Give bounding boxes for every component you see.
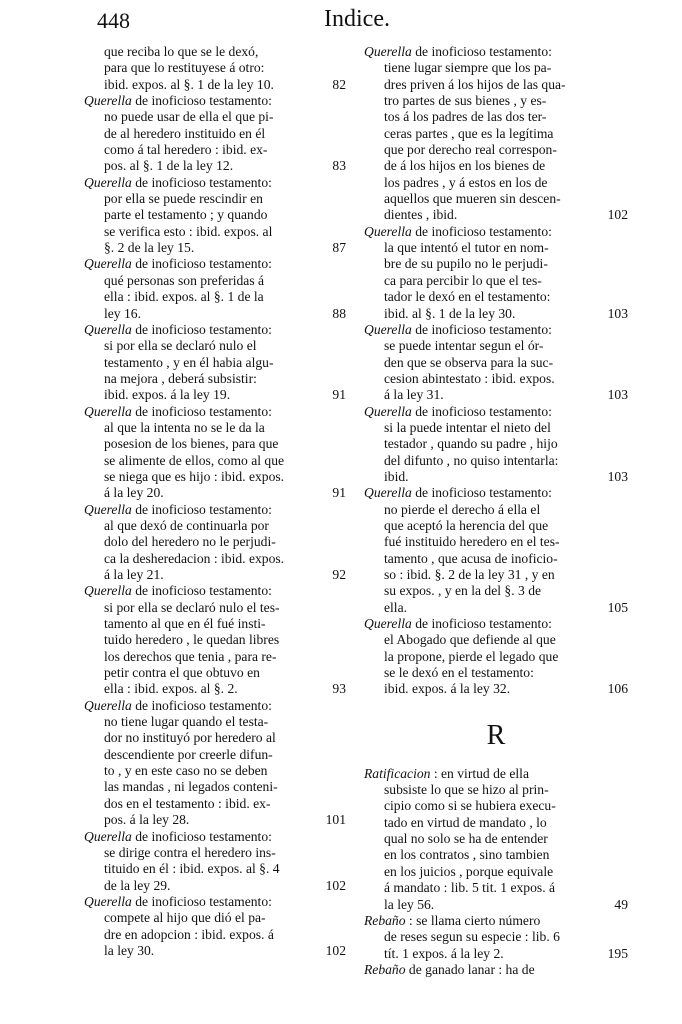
entry-term: Querella — [364, 616, 412, 632]
entry-text-line: el Abogado que defiende al que — [384, 632, 556, 648]
entry-term: Querella — [364, 223, 412, 239]
index-entry — [364, 44, 628, 224]
entry-text-line: pos. al §. 1 de la ley 12. — [104, 158, 234, 174]
entry-term: Querella — [84, 893, 132, 909]
page-reference: 49 — [614, 896, 628, 912]
entry-text-line: tituido en él : ibid. expos. al §. 4 — [104, 861, 280, 877]
page-reference: 91 — [332, 485, 346, 501]
entry-text-line: no puede usar de ella el que pi- — [104, 109, 274, 125]
entry-term: Querella — [84, 403, 132, 419]
index-entry — [364, 962, 628, 978]
entry-text-line: de inoficioso testamento: — [131, 256, 272, 272]
entry-text-line: qual no solo se ha de entender — [384, 831, 548, 847]
entry-text-line: ella : ibid. expos. al §. 2. — [104, 681, 238, 697]
index-entry — [364, 322, 628, 404]
entry-text-line: á mandato : lib. 5 tit. 1 expos. á — [384, 880, 556, 896]
entry-text-line: §. 2 de la ley 15. — [104, 240, 195, 256]
index-entry — [84, 404, 346, 502]
entry-text-line: de inoficioso testamento: — [131, 403, 272, 419]
entry-text-line: ibid. expos. á la ley 19. — [104, 387, 231, 403]
page-reference: 88 — [332, 305, 346, 321]
entry-text-line: de inoficioso testamento: — [411, 44, 552, 59]
entry-text-line: ibid. — [384, 468, 409, 484]
page-reference: 82 — [332, 76, 346, 92]
entry-term: Querella — [84, 174, 132, 190]
index-entry — [364, 766, 628, 913]
entry-text-line: se puede intentar segun el ór- — [384, 338, 544, 354]
index-entry — [84, 829, 346, 894]
entry-text-line: al que la intenta no se le da la — [104, 419, 265, 435]
entry-text-line: se verifica esto : ibid. expos. al — [104, 223, 273, 239]
entry-term: Querella — [364, 44, 412, 59]
entry-text-line: ibid. expos. á la ley 32. — [384, 681, 511, 697]
page-title: Indice. — [324, 6, 390, 32]
entry-text-line: bre de su pupilo no le perjudi- — [384, 256, 548, 272]
entry-text-line: de inoficioso testamento: — [131, 583, 272, 599]
entry-text-line: ella. — [384, 599, 408, 615]
entry-text-line: en los juicios , porque equivale — [384, 863, 554, 879]
entry-text-line: tado en virtud de mandato , lo — [384, 814, 547, 830]
entry-text-line: á la ley 20. — [104, 485, 164, 501]
page-reference: 83 — [332, 158, 346, 174]
entry-text-line: den que se observa para la suc- — [384, 354, 554, 370]
entry-text-line: petir contra el que obtuvo en — [104, 665, 260, 681]
entry-text-line: de inoficioso testamento: — [131, 697, 272, 713]
entry-text-line: tiene lugar siempre que los pa- — [384, 60, 552, 76]
entry-term: Querella — [84, 501, 132, 517]
entry-text-line: fué instituido heredero en el tes- — [384, 534, 560, 550]
entry-text-line: tador le dexó en el testamento: — [384, 289, 551, 305]
entry-text-line: de inoficioso testamento: — [411, 223, 552, 239]
entry-term: Querella — [364, 403, 412, 419]
entry-text-line: si la puede intentar el nieto del — [384, 419, 551, 435]
right-column — [364, 44, 628, 978]
entry-text-line: : se llama cierto número — [405, 912, 541, 928]
entry-text-line: ceras partes , que es la legítima — [384, 125, 554, 141]
page-reference: 93 — [332, 681, 346, 697]
entry-text-line: de al heredero instituido en él — [104, 125, 266, 141]
entry-text-line: cesion abintestato : ibid. expos. — [384, 370, 555, 386]
entry-text-line: á la ley 21. — [104, 567, 164, 582]
entry-text-line: que aceptó la herencia del que — [384, 517, 549, 533]
entry-text-line: la propone, pierde el legado que — [384, 648, 559, 664]
page-reference: 103 — [607, 387, 628, 403]
entry-text-line: descendiente por creerle difun- — [104, 746, 273, 762]
entry-term: Querella — [84, 583, 132, 599]
page-reference: 105 — [607, 599, 628, 615]
entry-text-line: de inoficioso testamento: — [131, 93, 272, 109]
page-reference: 106 — [607, 681, 628, 697]
index-entry — [84, 175, 346, 257]
entry-text-line: tít. 1 expos. á la ley 2. — [384, 945, 504, 961]
page-reference: 92 — [332, 567, 346, 582]
page-reference: 87 — [332, 240, 346, 256]
entry-text-line: no pierde el derecho á ella el — [384, 501, 541, 517]
entry-text-line: ca para percibir lo que el tes- — [384, 272, 542, 288]
entry-text-line: de inoficioso testamento: — [411, 616, 552, 632]
entry-text-line: tro partes de sus bienes , y es- — [384, 93, 547, 109]
entry-text-line: parte el testamento ; y quando — [104, 207, 268, 223]
index-entry — [364, 224, 628, 322]
entry-text-line: si por ella se declaró nulo el tes- — [104, 599, 280, 615]
entry-text-line: para que lo restituyese á otro: — [104, 60, 265, 76]
entry-text-line: de inoficioso testamento: — [411, 403, 552, 419]
entry-text-line: de reses segun su especie : lib. 6 — [384, 929, 560, 945]
index-entry — [84, 502, 346, 584]
entry-text-line: ca la desheredacion : ibid. expos. — [104, 550, 285, 566]
entry-text-line: de inoficioso testamento: — [131, 174, 272, 190]
entry-text-line: testamento , y en él habia algu- — [104, 354, 274, 370]
entry-text-line: se niega que es hijo : ibid. expos. — [104, 468, 285, 484]
entry-text-line: de la ley 29. — [104, 877, 171, 893]
entry-text-line: dientes , ibid. — [384, 207, 458, 223]
entry-text-line: de inoficioso testamento: — [131, 321, 272, 337]
index-entry — [364, 404, 628, 486]
entry-text-line: la ley 30. — [104, 942, 155, 958]
page-reference: 103 — [607, 468, 628, 484]
entry-term: Rebaño — [364, 912, 406, 928]
entry-text-line: la que intentó el tutor en nom- — [384, 240, 549, 256]
entry-text-line: se dirige contra el heredero ins- — [104, 844, 276, 860]
entry-text-line: testador , quando su padre , hijo — [384, 436, 558, 452]
entry-text-line: de inoficioso testamento: — [131, 828, 272, 844]
entry-text-line: so : ibid. §. 2 de la ley 31 , y en — [384, 567, 555, 582]
entry-term: Querella — [84, 828, 132, 844]
entry-text-line: la ley 56. — [384, 896, 435, 912]
entry-text-line: de á los hijos en los bienes de — [384, 158, 546, 174]
entry-text-line: posesion de los bienes, para que — [104, 436, 279, 452]
entry-text-line: en los contratos , sino tambien — [384, 847, 550, 863]
index-entry — [364, 913, 628, 962]
entry-text-line: ibid. al §. 1 de la ley 30. — [384, 305, 516, 321]
entry-text-line: si por ella se declaró nulo el — [104, 338, 257, 354]
entry-text-line: de inoficioso testamento: — [411, 485, 552, 501]
entry-text-line: los padres , y á estos en los de — [384, 174, 548, 190]
entry-term: Querella — [84, 256, 132, 272]
entry-text-line: de inoficioso testamento: — [131, 501, 272, 517]
entry-text-line: pos. á la ley 28. — [104, 812, 190, 828]
entry-term: Querella — [84, 697, 132, 713]
entry-text-line: dos en el testamento : ibid. ex- — [104, 795, 271, 811]
entry-text-line: tuido heredero , le quedan libres — [104, 632, 280, 648]
page-reference: 195 — [607, 945, 628, 961]
page-number: 448 — [97, 8, 130, 33]
index-entry — [84, 256, 346, 321]
index-entry — [84, 93, 346, 175]
entry-text-line: no tiene lugar quando el testa- — [104, 714, 269, 730]
entry-text-line: ella : ibid. expos. al §. 1 de la — [104, 289, 264, 305]
index-entry — [364, 485, 628, 616]
page-reference: 102 — [325, 942, 346, 958]
entry-text-line: como á tal heredero : ibid. ex- — [104, 142, 268, 158]
entry-term: Querella — [84, 321, 132, 337]
entry-text-line: tos á los padres de las dos ter- — [384, 109, 547, 125]
entry-text-line: su expos. , y en la del §. 3 de — [384, 583, 542, 599]
entry-text-line: tamento al que en él fué insti- — [104, 616, 266, 632]
page-reference: 102 — [325, 877, 346, 893]
index-entry — [84, 583, 346, 697]
entry-text-line: del difunto , no quiso intentarla: — [384, 452, 559, 468]
entry-term: Rebaño — [364, 961, 406, 977]
entry-text-line: subsiste lo que se hizo al prin- — [384, 782, 549, 798]
entry-text-line: á la ley 31. — [384, 387, 444, 403]
index-entry — [84, 894, 346, 959]
entry-text-line: los derechos que tenia , para re- — [104, 648, 277, 664]
entry-text-line: que reciba lo que se le dexó, — [104, 44, 259, 59]
page-reference: 91 — [332, 387, 346, 403]
entry-text-line: dolo del heredero no le perjudi- — [104, 534, 276, 550]
entry-text-line: las mandas , ni legados conteni- — [104, 779, 278, 795]
entry-term: Ratificacion — [364, 765, 431, 781]
entry-text-line: ley 16. — [104, 305, 141, 321]
entry-text-line: dor no instituyó por heredero al — [104, 730, 276, 746]
entry-text-line: tamento , que acusa de inoficio- — [384, 550, 558, 566]
entry-text-line: al que dexó de continuarla por — [104, 517, 269, 533]
entry-text-line: de inoficioso testamento: — [131, 893, 272, 909]
entry-term: Querella — [84, 93, 132, 109]
page-reference: 102 — [607, 207, 628, 223]
entry-text-line: compete al hijo que dió el pa- — [104, 910, 266, 926]
entry-text-line: dre en adopcion : ibid. expos. á — [104, 926, 274, 942]
entry-text-line: por ella se puede rescindir en — [104, 191, 263, 207]
entry-term: Querella — [364, 485, 412, 501]
page-reference: 103 — [607, 305, 628, 321]
entry-text-line: se le dexó en el testamento: — [384, 665, 534, 681]
entry-text-line: de ganado lanar : ha de — [405, 961, 535, 977]
entry-text-line: to , y en este caso no se deben — [104, 763, 268, 779]
index-entry — [84, 698, 346, 829]
entry-text-line: dres priven á los hijos de las qua- — [384, 76, 566, 92]
entry-text-line: se alimente de ellos, como al que — [104, 452, 285, 468]
index-entry — [84, 322, 346, 404]
entry-text-line: de inoficioso testamento: — [411, 321, 552, 337]
entry-text-line: que por derecho real correspon- — [384, 142, 557, 158]
section-letter: R — [486, 719, 506, 751]
entry-text-line: na mejora , deberá subsistir: — [104, 370, 257, 386]
entry-text-line: cipio como si se hubiera execu- — [384, 798, 556, 814]
entry-text-line: : en virtud de ella — [430, 765, 529, 781]
index-entry — [84, 44, 346, 93]
entry-text-line: aquellos que mueren sin descen- — [384, 191, 561, 207]
entry-text-line: ibid. expos. al §. 1 de la ley 10. — [104, 76, 274, 92]
index-entry — [364, 616, 628, 698]
left-column — [84, 44, 346, 959]
entry-term: Querella — [364, 321, 412, 337]
page-reference: 101 — [325, 812, 346, 828]
entry-text-line: qué personas son preferidas á — [104, 272, 265, 288]
